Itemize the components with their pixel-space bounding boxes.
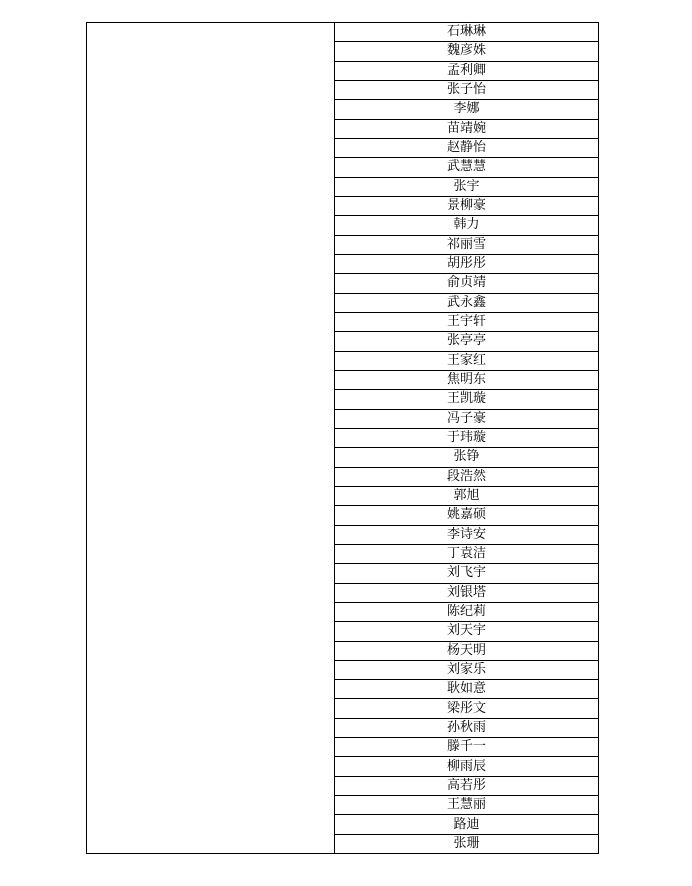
name-cell: 杨天明 bbox=[335, 641, 599, 660]
name-cell: 胡彤彤 bbox=[335, 254, 599, 273]
name-cell: 焦明东 bbox=[335, 370, 599, 389]
name-cell: 张宇 bbox=[335, 177, 599, 196]
name-cell: 滕千一 bbox=[335, 738, 599, 757]
name-cell: 武慧慧 bbox=[335, 158, 599, 177]
name-cell: 李诗安 bbox=[335, 525, 599, 544]
name-cell: 孙秋雨 bbox=[335, 718, 599, 737]
name-cell: 郭旭 bbox=[335, 486, 599, 505]
name-cell: 张铮 bbox=[335, 448, 599, 467]
name-cell: 丁袁洁 bbox=[335, 544, 599, 563]
name-cell: 刘家乐 bbox=[335, 660, 599, 679]
name-cell: 段浩然 bbox=[335, 467, 599, 486]
name-cell: 王家红 bbox=[335, 351, 599, 370]
name-cell: 高若彤 bbox=[335, 776, 599, 795]
name-cell: 刘银塔 bbox=[335, 583, 599, 602]
name-cell: 李娜 bbox=[335, 100, 599, 119]
name-cell: 耿如意 bbox=[335, 680, 599, 699]
names-table-body bbox=[87, 23, 599, 854]
table-row bbox=[87, 23, 599, 42]
name-cell: 景柳豪 bbox=[335, 196, 599, 215]
name-cell: 路迪 bbox=[335, 815, 599, 834]
name-cell: 梁彤文 bbox=[335, 699, 599, 718]
name-cell: 柳雨辰 bbox=[335, 757, 599, 776]
name-cell: 姚嘉硕 bbox=[335, 506, 599, 525]
name-cell: 魏彦姝 bbox=[335, 42, 599, 61]
name-cell: 张子怡 bbox=[335, 80, 599, 99]
name-cell: 韩力 bbox=[335, 216, 599, 235]
name-cell: 陈纪莉 bbox=[335, 602, 599, 621]
names-table bbox=[86, 22, 599, 854]
merged-left-cell bbox=[87, 23, 335, 854]
name-cell: 王宇轩 bbox=[335, 312, 599, 331]
name-cell: 石琳琳 bbox=[335, 23, 599, 42]
name-cell: 俞贞靖 bbox=[335, 274, 599, 293]
name-cell: 王凯璇 bbox=[335, 390, 599, 409]
name-cell: 张珊 bbox=[335, 834, 599, 853]
name-cell: 刘飞宇 bbox=[335, 564, 599, 583]
name-cell: 武永鑫 bbox=[335, 293, 599, 312]
name-cell: 祁丽雪 bbox=[335, 235, 599, 254]
name-cell: 赵静怡 bbox=[335, 138, 599, 157]
name-cell: 冯子豪 bbox=[335, 409, 599, 428]
name-cell: 孟利卿 bbox=[335, 61, 599, 80]
name-cell: 王慧丽 bbox=[335, 796, 599, 815]
name-cell: 张亭亭 bbox=[335, 332, 599, 351]
name-cell: 于玮璇 bbox=[335, 428, 599, 447]
name-cell: 刘天宇 bbox=[335, 622, 599, 641]
name-cell: 苗靖婉 bbox=[335, 119, 599, 138]
